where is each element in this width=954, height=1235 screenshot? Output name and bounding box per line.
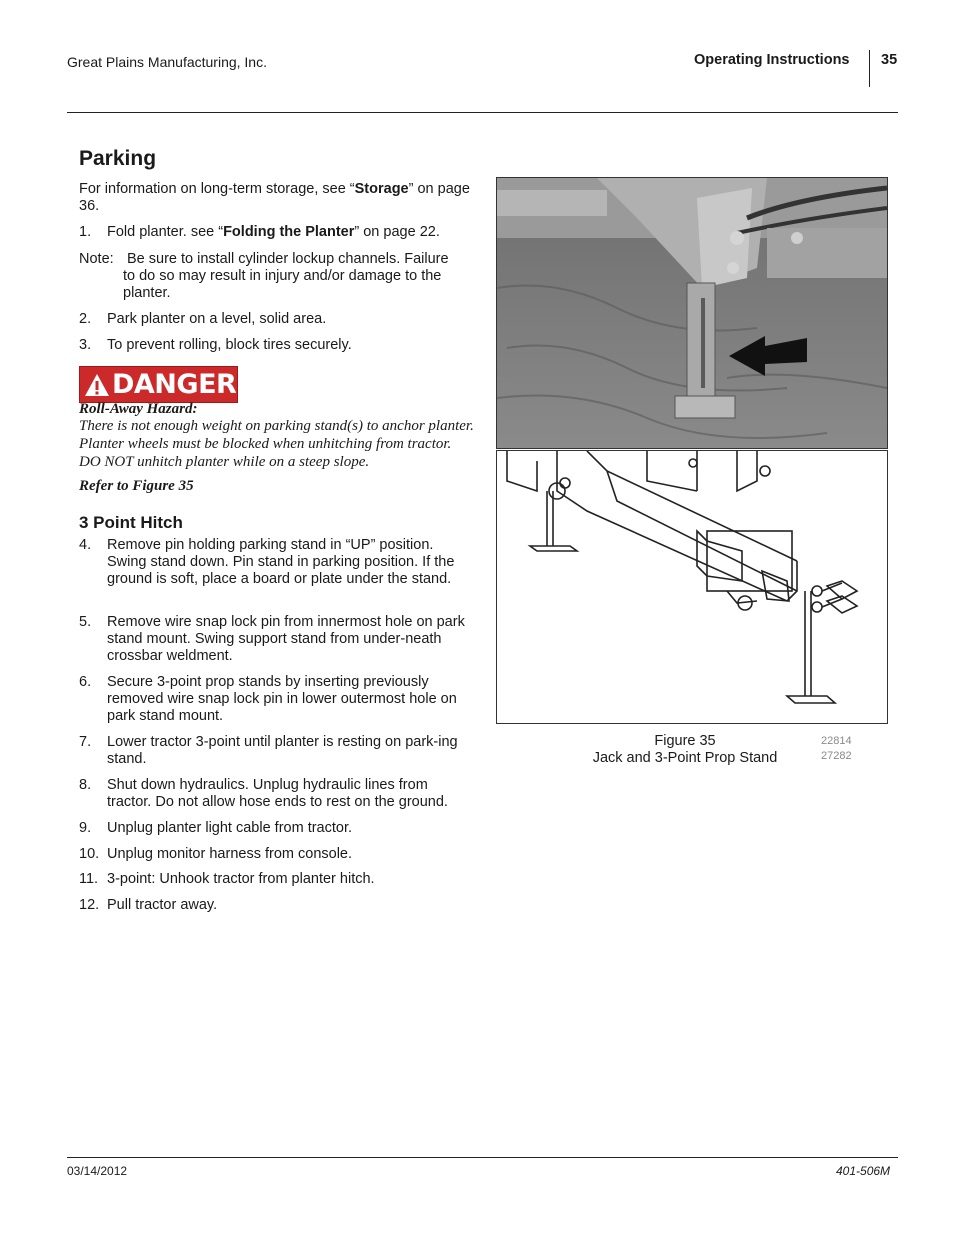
page-number: 35	[881, 52, 898, 68]
parking-heading: Parking	[79, 147, 157, 170]
step-text	[107, 224, 470, 241]
step-text-pre: Fold planter. see “	[107, 224, 224, 240]
intro-text: For information on long-term storage, see “	[79, 181, 355, 197]
step-number: 1.	[79, 224, 92, 240]
step-6	[79, 674, 471, 725]
step-text: Pull tractor away.	[107, 897, 218, 913]
step-number: 12.	[79, 897, 100, 913]
figure-id-2: 27282	[821, 750, 852, 762]
section-title: Operating Instructions	[694, 52, 850, 68]
footer-rule	[67, 1157, 898, 1158]
step-text: Lower tractor 3-point until planter is resting on park-ing stand.	[107, 734, 458, 767]
note-text: Be sure to install cylinder lockup channels. Failure	[127, 251, 449, 267]
note-text-continued: to do so may result in injury and/or damage to the planter.	[123, 268, 442, 301]
drawing-illustration	[497, 451, 887, 723]
parking-intro	[79, 181, 471, 215]
folding-link-text: Folding the Planter	[223, 224, 355, 240]
company-name: Great Plains Manufacturing, Inc.	[67, 54, 267, 70]
step-text: Remove pin holding parking stand in “UP” position. Swing stand down. Pin stand in parking position. If the ground is soft, place a board or plate under the stand.	[107, 537, 455, 587]
step-4	[79, 537, 471, 605]
step-text: Secure 3-point prop stands by inserting previously removed wire snap lock pin in lower outermost hole on park stand mount.	[107, 674, 457, 724]
header-rule	[67, 112, 898, 113]
step-number: 8.	[79, 777, 92, 793]
photo-illustration	[497, 178, 887, 448]
figure-number: Figure 35	[654, 733, 716, 749]
step-number: 10.	[79, 846, 100, 862]
step-text-post: ” on page 22.	[354, 224, 440, 240]
step-12	[79, 897, 471, 914]
step-number: 2.	[79, 311, 92, 327]
step-text: Unplug monitor harness from console.	[107, 846, 353, 862]
step-text: To prevent rolling, block tires securely.	[107, 337, 352, 353]
step-number: 3.	[79, 337, 92, 353]
step-number: 5.	[79, 614, 92, 630]
footer-date: 03/14/2012	[67, 1164, 128, 1178]
step-text: 3-point: Unhook tractor from planter hitch.	[107, 871, 375, 887]
figure-id-1: 22814	[821, 735, 852, 747]
step-number: 4.	[79, 537, 92, 553]
step-text: Remove wire snap lock pin from innermost hole on park stand mount. Swing support stand from under-neath crossbar weldment.	[107, 614, 465, 664]
step-11	[79, 871, 471, 888]
step-text: Unplug planter light cable from tractor.	[107, 820, 353, 836]
figure-ids	[821, 734, 852, 764]
storage-link-text: Storage	[354, 181, 409, 197]
step-7	[79, 734, 471, 768]
warning-triangle-icon	[84, 372, 110, 398]
step-text: Shut down hydraulics. Unplug hydraulic lines from tractor. Do not allow hose ends to rest on the ground.	[107, 777, 448, 810]
step-number: 11.	[79, 871, 99, 887]
step-2	[79, 311, 471, 328]
step-number: 6.	[79, 674, 92, 690]
hazard-title: Roll-Away Hazard:	[79, 401, 198, 417]
header-divider	[869, 50, 870, 87]
parking-jack-photo	[496, 177, 888, 449]
step-9	[79, 820, 471, 837]
figure-caption	[575, 733, 795, 767]
step-1	[79, 224, 471, 241]
danger-label	[79, 366, 238, 403]
step-number: 7.	[79, 734, 92, 750]
prop-stand-drawing	[496, 450, 888, 724]
danger-word: DANGER	[112, 369, 237, 400]
figure-reference: Refer to Figure 35	[79, 478, 194, 494]
step-number: 9.	[79, 820, 92, 836]
figure-title: Jack and 3-Point Prop Stand	[592, 750, 778, 766]
intro-text-end: ” on page 36.	[79, 181, 470, 214]
step-text: Park planter on a level, solid area.	[107, 311, 327, 327]
hitch-heading: 3 Point Hitch	[79, 513, 183, 532]
footer-doc-number: 401-506M	[836, 1164, 891, 1178]
step-5	[79, 614, 471, 665]
note	[79, 251, 471, 303]
step-3	[79, 337, 471, 354]
step-10	[79, 846, 471, 863]
hazard-text: There is not enough weight on parking stand(s) to anchor planter. Planter wheels must be blocked when unhitching from tractor. DO NOT unhitch planter while on a steep slope.	[79, 418, 474, 470]
step-8	[79, 777, 471, 811]
note-label: Note:	[79, 251, 114, 267]
